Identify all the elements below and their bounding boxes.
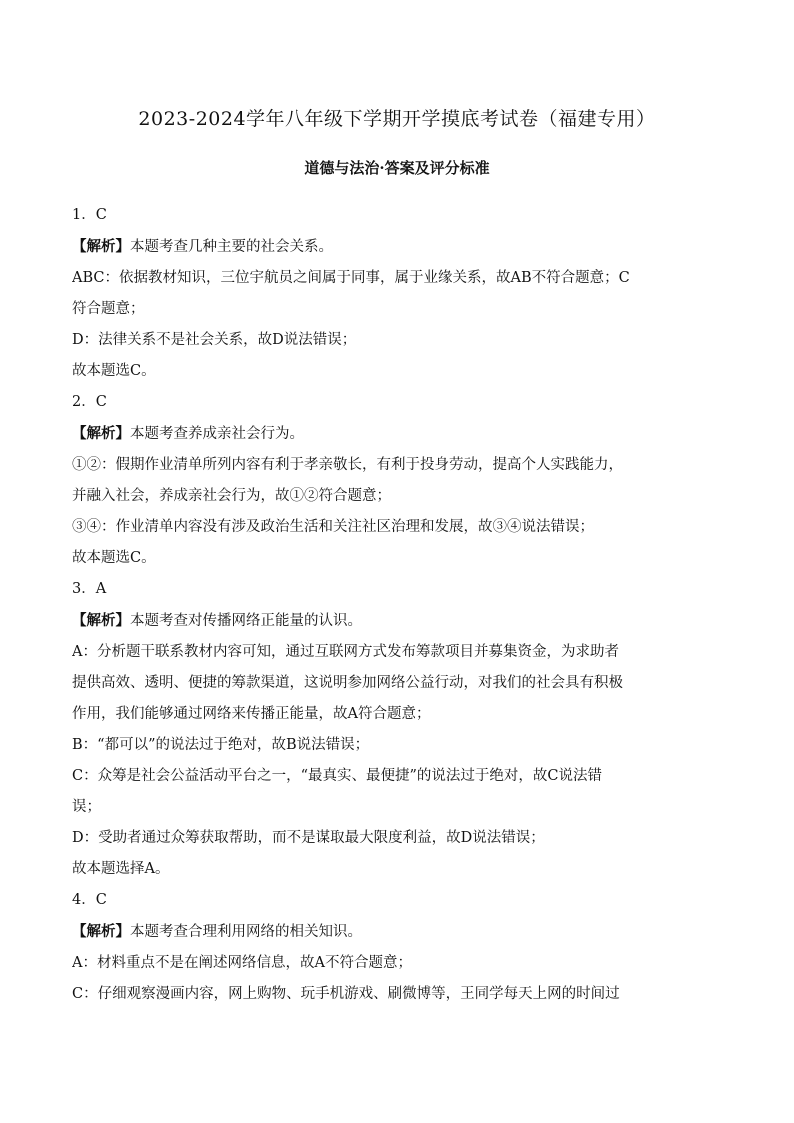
text-line: 故本题选C。 (72, 363, 156, 379)
text-line: C：众筹是社会公益活动平台之一，“最真实、最便捷”的说法过于绝对，故C说法错 (72, 768, 603, 784)
answer-number: 4．C (72, 892, 107, 908)
analysis-line (72, 231, 682, 263)
text-line: ①②：假期作业清单所列内容有利于孝亲敬长，有利于投身劳动，提高个人实践能力， (72, 457, 623, 473)
document-title: 2023-2024学年八年级下学期开学摸底考试卷（福建专用） (138, 108, 656, 130)
text-line: 故本题选择A。 (72, 861, 170, 877)
text-line: D：法律关系不是社会关系，故D说法错误； (72, 332, 357, 348)
text-line: A：材料重点不是在阐述网络信息，故A不符合题意； (72, 955, 412, 971)
document-subtitle: 道德与法治·答案及评分标准 (304, 159, 490, 177)
analysis-line (72, 916, 682, 948)
analysis-intro: 本题考查养成亲社会行为。 (130, 426, 304, 442)
analysis-tag: 【解析】 (72, 923, 130, 940)
text-line: 作用，我们能够通过网络来传播正能量，故A符合题意； (72, 706, 431, 722)
text-line: 提供高效、透明、便捷的筹款渠道，这说明参加网络公益行动，对我们的社会具有积极 (72, 675, 623, 691)
text-line: ③④：作业清单内容没有涉及政治生活和关注社区治理和发展，故③④说法错误； (72, 519, 594, 535)
analysis-line (72, 605, 682, 637)
text-line: D：受助者通过众筹获取帮助，而不是谋取最大限度利益，故D说法错误； (72, 830, 545, 846)
analysis-tag: 【解析】 (72, 238, 130, 255)
answer-number: 2．C (72, 394, 107, 410)
analysis-line (72, 418, 682, 450)
analysis-intro: 本题考查对传播网络正能量的认识。 (130, 613, 362, 629)
text-line: 误； (72, 799, 101, 815)
text-line: 符合题意； (72, 301, 145, 317)
text-line: A：分析题干联系教材内容可知，通过互联网方式发布筹款项目并募集资金，为求助者 (72, 644, 619, 660)
text-line: 故本题选C。 (72, 550, 156, 566)
answer-number: 3．A (72, 581, 107, 597)
analysis-intro: 本题考查几种主要的社会关系。 (130, 239, 333, 255)
text-line: 并融入社会，养成亲社会行为，故①②符合题意； (72, 488, 391, 504)
answer-number: 1．C (72, 207, 107, 223)
analysis-tag: 【解析】 (72, 425, 130, 442)
analysis-intro: 本题考查合理利用网络的相关知识。 (130, 924, 362, 940)
answer-body (72, 200, 682, 1010)
text-line: B：“都可以”的说法过于绝对，故B说法错误； (72, 737, 370, 753)
text-line: ABC：依据教材知识，三位宇航员之间属于同事，属于业缘关系，故AB不符合题意；C (72, 270, 630, 286)
analysis-tag: 【解析】 (72, 612, 130, 629)
text-line: C：仔细观察漫画内容，网上购物、玩手机游戏、刷微博等，王同学每天上网的时间过 (72, 986, 620, 1002)
